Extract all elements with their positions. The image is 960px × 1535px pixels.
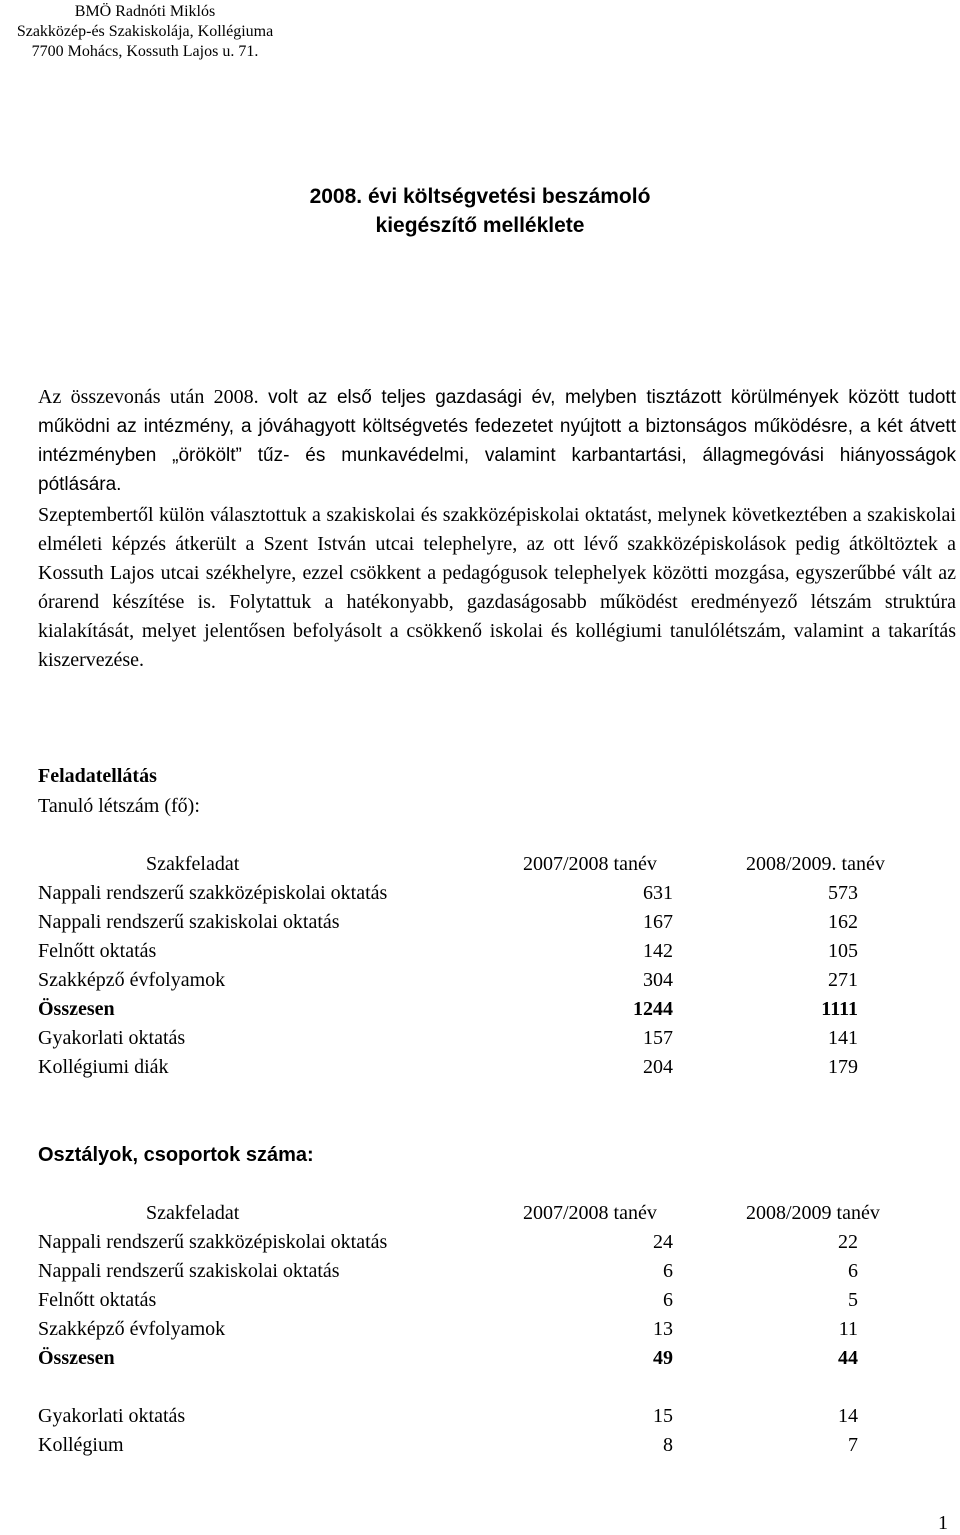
header-label: Szakfeladat — [146, 853, 240, 875]
section2-title: Osztályok, csoportok száma: — [38, 1144, 314, 1166]
row-value-2007: 167 — [643, 911, 673, 933]
row-value-2007: 6 — [663, 1289, 673, 1311]
row-label: Összesen — [38, 1347, 115, 1369]
table-spacer-row — [38, 1373, 938, 1402]
row-value-2008: 11 — [838, 1318, 858, 1340]
table-row — [38, 908, 938, 937]
table-row — [38, 1257, 938, 1286]
header-line-2: Szakközép-és Szakiskolája, Kollégiuma — [16, 23, 274, 40]
row-value-2007: 1244 — [633, 998, 673, 1020]
row-label: Gyakorlati oktatás — [38, 1027, 186, 1049]
row-value-2008: 141 — [828, 1027, 858, 1049]
page-number: 1 — [938, 1512, 948, 1534]
intro-p1-rest: volt az első teljes gazdasági év, melyben tisztázott körülmények között tudott működni az intézmény, a jóváhagyott költségvetés fedezetet nyújtott a biztonságos működésre, a két átvett intézményben „örökölt” tűz- és munkavédelmi, valamint karbantartási, állagmegóvási hiányosságok pótlására. — [38, 387, 956, 495]
table-row — [38, 937, 938, 966]
header-line-1: BMÖ Radnóti Miklós — [74, 3, 216, 20]
row-value-2008: 105 — [828, 940, 858, 962]
title-line-1: 2008. évi költségvetési beszámoló — [309, 185, 651, 208]
row-value-2007: 8 — [663, 1434, 673, 1456]
table-row — [38, 966, 938, 995]
row-value-2007: 157 — [643, 1027, 673, 1049]
table-header-row — [38, 1199, 938, 1228]
row-value-2007: 24 — [653, 1231, 673, 1253]
row-label: Szakképző évfolyamok — [38, 1318, 226, 1340]
row-label: Összesen — [38, 998, 115, 1020]
row-label: Nappali rendszerű szakiskolai oktatás — [38, 1260, 340, 1282]
row-label: Felnőtt oktatás — [38, 1289, 157, 1311]
header-line-3: 7700 Mohács, Kossuth Lajos u. 71. — [31, 43, 259, 60]
row-value-2008: 573 — [828, 882, 858, 904]
row-value-2008: 162 — [828, 911, 858, 933]
table-row — [38, 1286, 938, 1315]
row-value-2008: 22 — [838, 1231, 858, 1253]
row-value-2007: 13 — [653, 1318, 673, 1340]
row-value-2007: 304 — [643, 969, 673, 991]
table-row — [38, 1053, 938, 1082]
row-value-2007: 142 — [643, 940, 673, 962]
student-count-table — [38, 850, 938, 1082]
table-row — [38, 879, 938, 908]
header-col2: 2008/2009. tanév — [746, 853, 885, 875]
row-label: Kollégiumi diák — [38, 1056, 169, 1078]
section1-subtitle: Tanuló létszám (fő): — [38, 795, 200, 817]
row-value-2008: 5 — [848, 1289, 858, 1311]
row-value-2007: 49 — [653, 1347, 673, 1369]
row-value-2008: 271 — [828, 969, 858, 991]
row-value-2008: 7 — [848, 1434, 858, 1456]
table-total-row — [38, 995, 938, 1024]
row-label: Nappali rendszerű szakközépiskolai oktatás — [38, 1231, 388, 1253]
row-value-2008: 6 — [848, 1260, 858, 1282]
document-title — [0, 182, 960, 240]
class-count-table — [38, 1199, 938, 1460]
row-label: Gyakorlati oktatás — [38, 1405, 186, 1427]
header-label: Szakfeladat — [146, 1202, 240, 1224]
row-value-2007: 204 — [643, 1056, 673, 1078]
table-row — [38, 1024, 938, 1053]
header-col2: 2008/2009 tanév — [746, 1202, 880, 1224]
row-label: Szakképző évfolyamok — [38, 969, 226, 991]
row-value-2007: 6 — [663, 1260, 673, 1282]
row-label: Nappali rendszerű szakiskolai oktatás — [38, 911, 340, 933]
school-header — [0, 2, 290, 62]
row-value-2007: 631 — [643, 882, 673, 904]
row-value-2008: 179 — [828, 1056, 858, 1078]
table-row — [38, 1228, 938, 1257]
table-row — [38, 1402, 938, 1431]
intro-paragraph-1 — [38, 383, 956, 499]
row-value-2008: 1111 — [821, 998, 858, 1020]
row-value-2007: 15 — [653, 1405, 673, 1427]
row-label: Felnőtt oktatás — [38, 940, 157, 962]
intro-paragraph-2: Szeptembertől külön választottuk a szakiskolai és szakközépiskolai oktatást, melynek következtében a szakiskolai elméleti képzés átkerült a Szent István utcai telephelyre, az ott lévő szakközépiskolások pedig átköltöztek a Kossuth Lajos utcai székhelyre, ezzel csökkent a pedagógusok telephelyek közötti mozgása, egyszerűbbé vált az órarend készítése is. Folytattuk a hatékonyabb, gazdaságosabb működést eredményező létszám struktúra kialakítását, melyet jelentősen befolyásolt a csökkenő iskolai és kollégiumi tanulólétszám, valamint a takarítás kiszervezése. — [38, 504, 956, 671]
table-header-row — [38, 850, 938, 879]
intro-p1-start: Az összevonás után 2008. — [38, 386, 259, 408]
table-row — [38, 1315, 938, 1344]
row-value-2008: 14 — [838, 1405, 858, 1427]
header-col1: 2007/2008 tanév — [523, 1202, 657, 1224]
title-line-2: kiegészítő melléklete — [375, 214, 585, 237]
section1-title: Feladatellátás — [38, 765, 157, 787]
row-value-2008: 44 — [838, 1347, 858, 1369]
row-label: Kollégium — [38, 1434, 124, 1456]
table-total-row — [38, 1344, 938, 1373]
table-row — [38, 1431, 938, 1460]
header-col1: 2007/2008 tanév — [523, 853, 657, 875]
row-label: Nappali rendszerű szakközépiskolai oktatás — [38, 882, 388, 904]
